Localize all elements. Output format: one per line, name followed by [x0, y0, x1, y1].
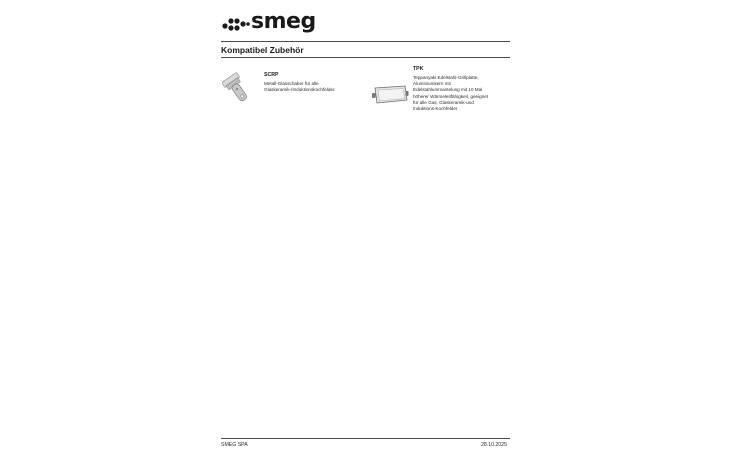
item-code-tpk: TPK	[413, 66, 424, 72]
item-code-scrp: SCRP	[264, 72, 279, 78]
glass-scraper-icon	[222, 72, 252, 106]
grill-plate-icon	[371, 82, 409, 106]
section-title: Kompatibel Zubehör	[221, 45, 304, 55]
footer-divider	[221, 438, 510, 439]
brand-logo: smeg	[251, 9, 316, 34]
footer-company: SMEG SPA	[221, 442, 248, 448]
header-divider	[221, 41, 510, 42]
section-divider	[221, 57, 510, 58]
item-description-tpk: Teppanyaki Edelstahl-Grillplatte, Aluminiumkern mit Edelstahlummantelung mit 10 Mal höherer Wärmeleitfähigkeit, geeignet für alle Gas, Glaskeramik-und Induktions-Kochfelder	[413, 75, 489, 112]
smeg-logo-dots-icon	[222, 16, 250, 32]
footer-date: 28.10.2025	[481, 442, 507, 448]
item-description-scrp: Metall-Glasschaber für alle Glaskeramik-/Induktionskochfelder.	[264, 81, 336, 93]
